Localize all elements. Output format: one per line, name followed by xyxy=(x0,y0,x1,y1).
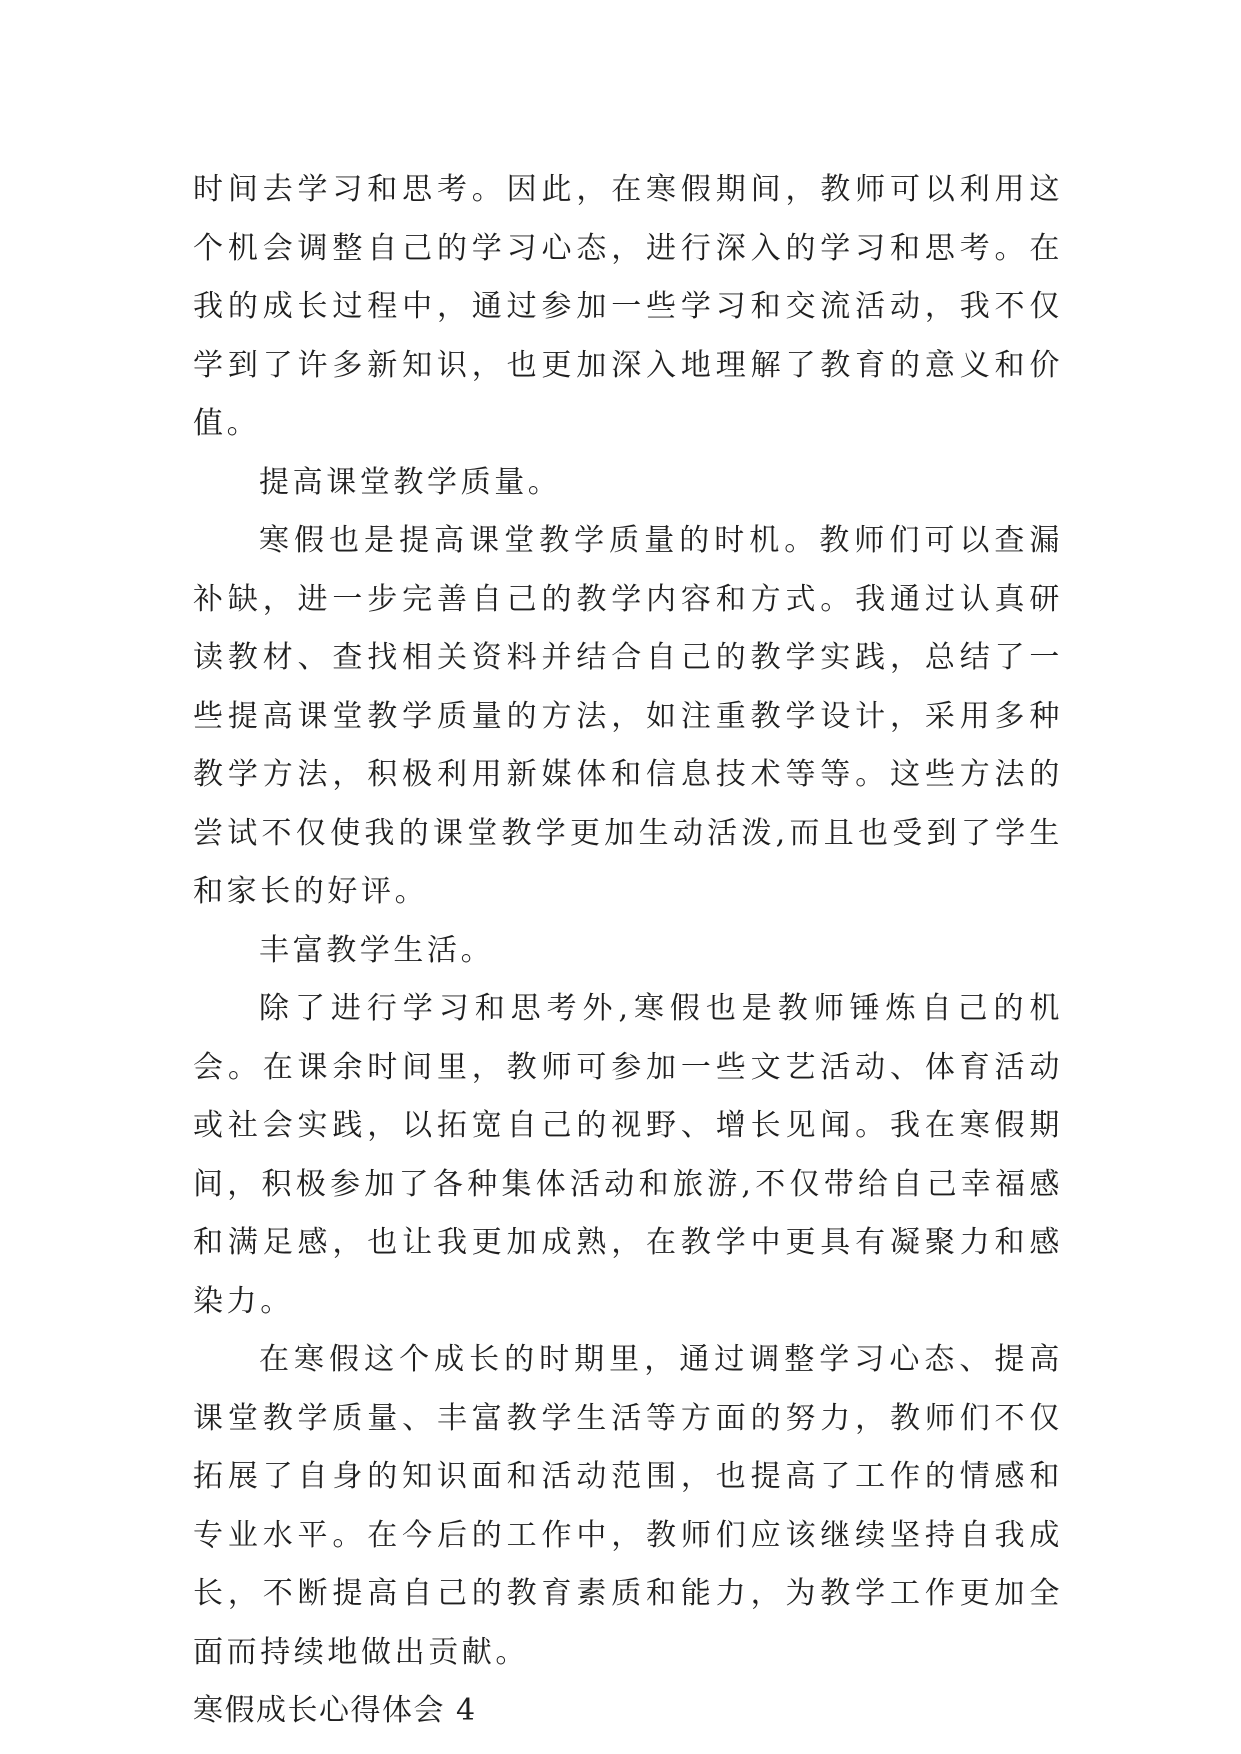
section-title: 寒假成长心得体会 4 xyxy=(193,1693,477,1728)
paragraph: 除了进行学习和思考外,寒假也是教师锤炼自己的机会。在课余时间里，教师可参加一些文艺活动、体育活动或社会实践，以拓宽自己的视野、增长见闻。我在寒假期间，积极参加了各种集体活动和旅游,不仅带给自己幸福感和满足感，也让我更加成熟，在教学中更具有凝聚力和感染力。 xyxy=(193,991,1063,1319)
document-body xyxy=(193,161,1063,1741)
paragraph-continuation: 时间去学习和思考。因此，在寒假期间，教师可以利用这个机会调整自己的学习心态，进行深入的学习和思考。在我的成长过程中，通过参加一些学习和交流活动，我不仅学到了许多新知识，也更加深入地理解了教育的意义和价值。 xyxy=(193,172,1063,441)
section-subheading: 丰富教学生活。 xyxy=(259,932,495,968)
section-subheading: 提高课堂教学质量。 xyxy=(259,464,562,500)
paragraph: 在寒假这个成长的时期里，通过调整学习心态、提高课堂教学质量、丰富教学生活等方面的努力，教师们不仅拓展了自身的知识面和活动范围，也提高了工作的情感和专业水平。在今后的工作中，教师们应该继续坚持自我成长，不断提高自己的教育素质和能力，为教学工作更加全面而持续地做出贡献。 xyxy=(193,1342,1063,1670)
paragraph: 寒假也是提高课堂教学质量的时机。教师们可以查漏补缺，进一步完善自己的教学内容和方式。我通过认真研读教材、查找相关资料并结合自己的教学实践，总结了一些提高课堂教学质量的方法，如注重教学设计，采用多种教学方法，积极利用新媒体和信息技术等等。这些方法的尝试不仅使我的课堂教学更加生动活泼,而且也受到了学生和家长的好评。 xyxy=(193,523,1063,909)
